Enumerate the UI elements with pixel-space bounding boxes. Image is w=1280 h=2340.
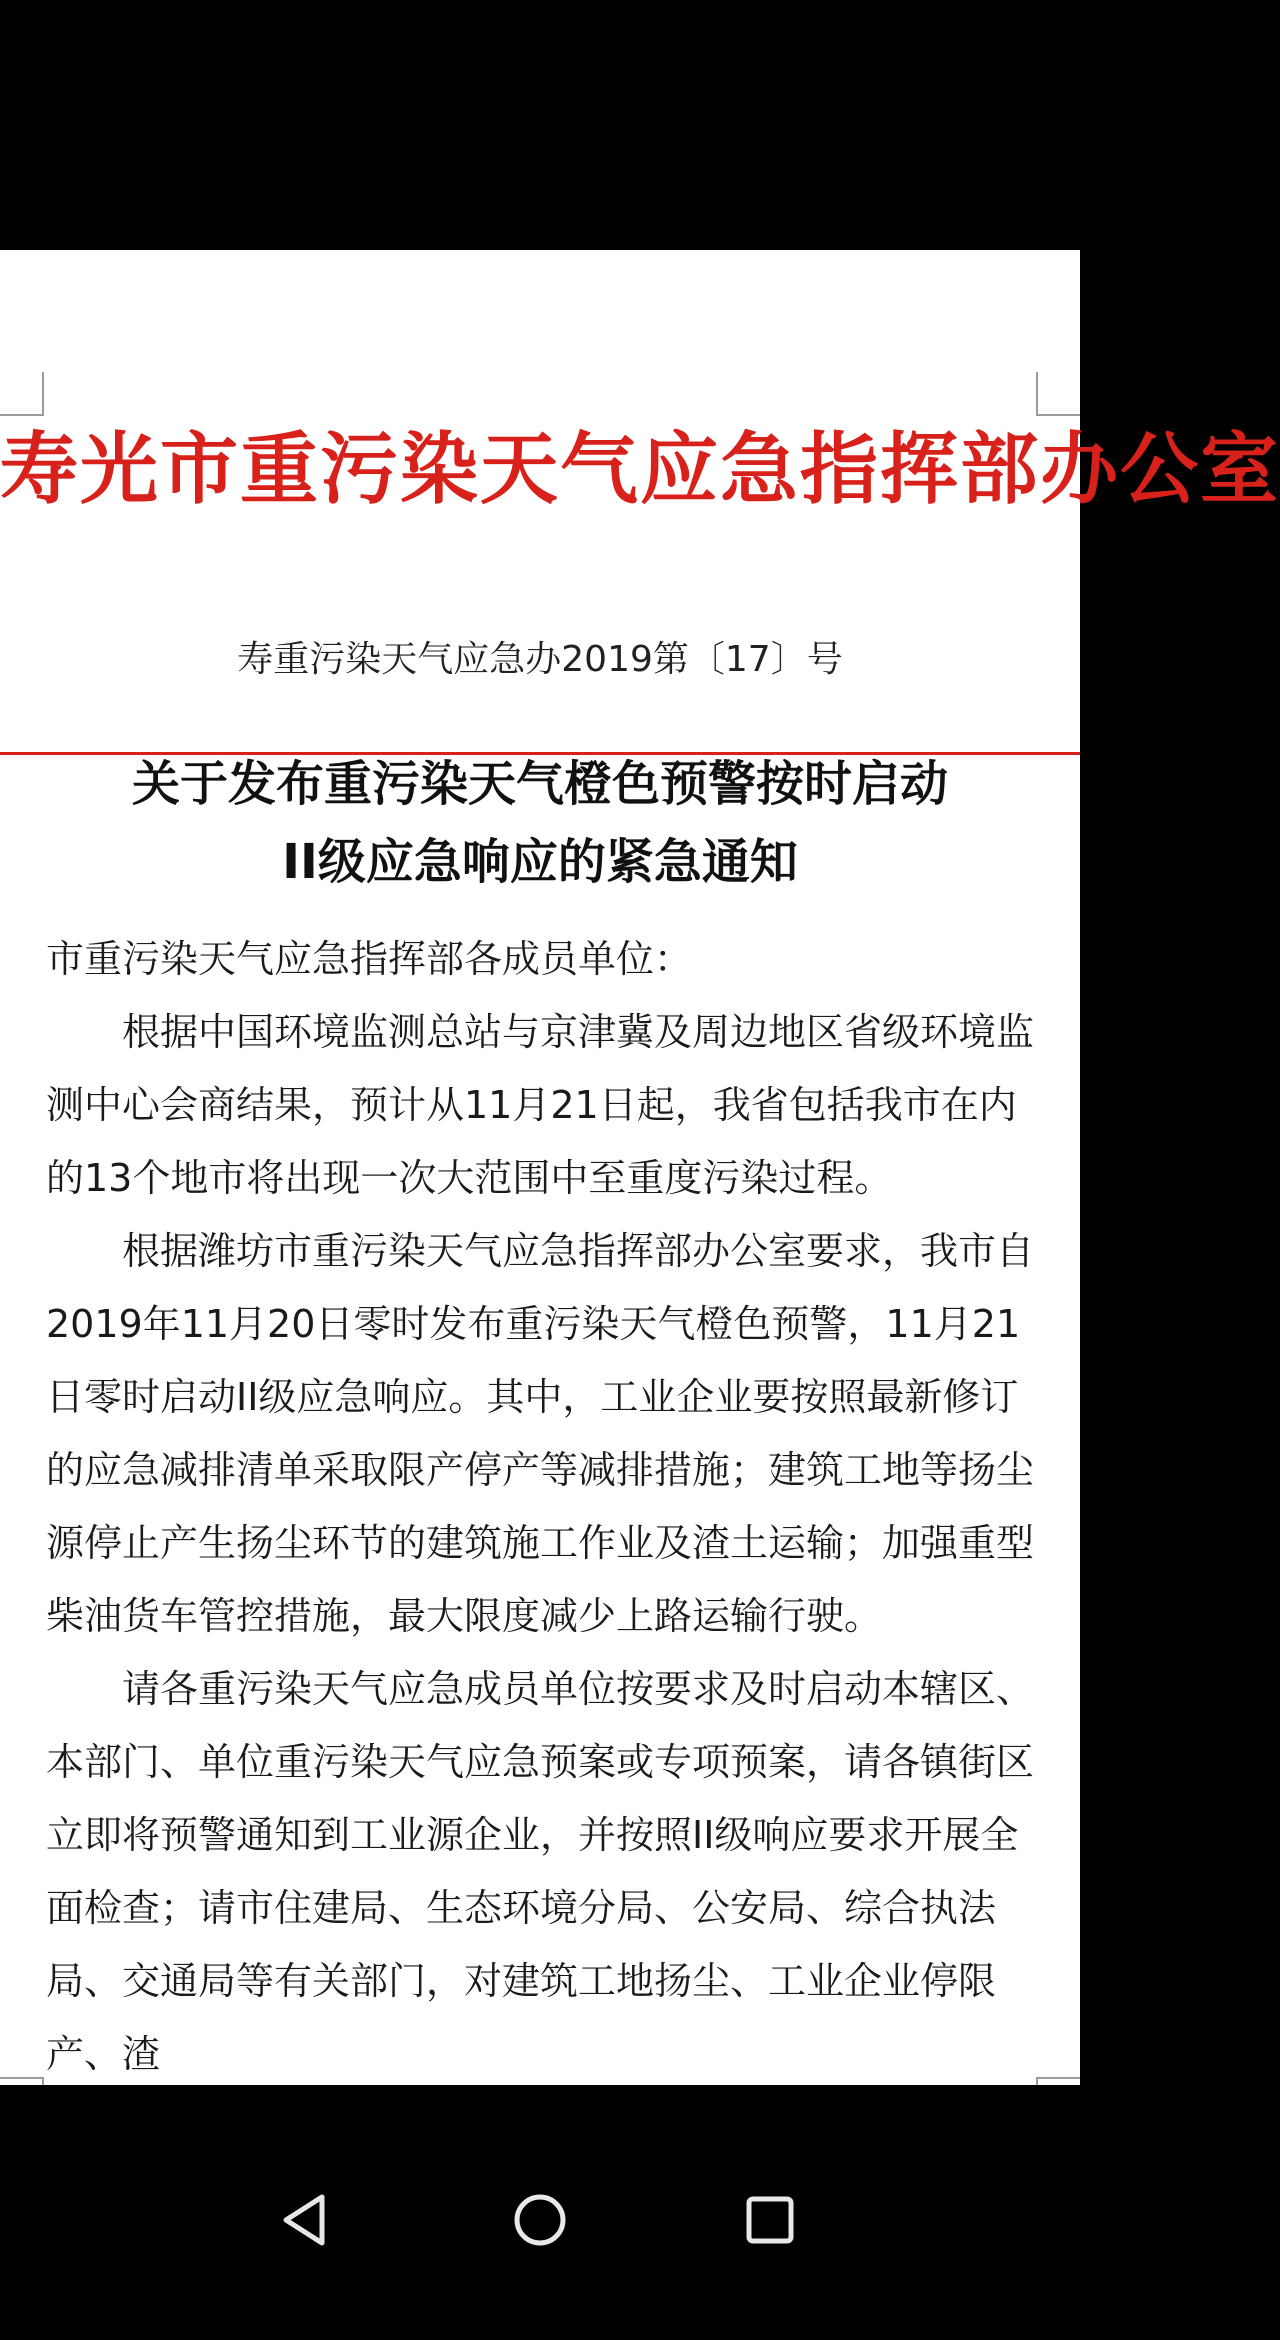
paragraph-2: 根据潍坊市重污染天气应急指挥部办公室要求，我市自2019年11月20日零时发布重污染天气橙色预警，11月21日零时启动II级应急响应。其中，工业企业要按照最新修订的应急减排清单采取限产停产等减排措施；建筑工地等扬尘源停止产生扬尘环节的建筑施工作业及渣土运输；加强重型柴油货车管控措施，最大限度减少上路运输行驶。	[46, 1229, 1035, 1638]
corner-mark-bottom-right	[1036, 2077, 1080, 2085]
home-button[interactable]	[505, 2185, 575, 2255]
title-line-2: II级应急响应的紧急通知	[282, 834, 798, 890]
salutation: 市重污染天气应急指挥部各成员单位：	[46, 937, 693, 981]
home-circle-icon	[505, 2185, 575, 2255]
paragraph-3: 请各重污染天气应急成员单位按要求及时启动本辖区、本部门、单位重污染天气应急预案或专项预案，请各镇街区立即将预警通知到工业源企业，并按照II级响应要求开展全面检查；请市住建局、生态环境分局、公安局、综合执法局、交通局等有关部门，对建筑工地扬尘、工业企业停限产、渣	[46, 1667, 1035, 2076]
document-number: 寿重污染天气应急办2019第〔17〕号	[237, 639, 843, 680]
document-issuer: 寿光市重污染天气应急指挥部办公室	[0, 425, 1280, 515]
corner-mark-top-right	[1036, 372, 1080, 416]
back-button[interactable]	[270, 2185, 340, 2255]
paragraph-1: 根据中国环境监测总站与京津冀及周边地区省级环境监测中心会商结果，预计从11月21日起，我省包括我市在内的13个地市将出现一次大范围中至重度污染过程。	[46, 1010, 1035, 1200]
document-page[interactable]	[0, 250, 1280, 2085]
document-title	[0, 745, 1080, 901]
title-line-1: 关于发布重污染天气橙色预警按时启动	[131, 756, 948, 812]
recent-apps-button[interactable]	[735, 2185, 805, 2255]
document-body	[46, 923, 1036, 2091]
corner-mark-bottom-left	[0, 2077, 44, 2085]
back-triangle-icon	[270, 2185, 340, 2255]
recent-square-icon	[735, 2185, 805, 2255]
corner-mark-top-left	[0, 372, 44, 416]
system-navigation-bar	[0, 2160, 1080, 2280]
